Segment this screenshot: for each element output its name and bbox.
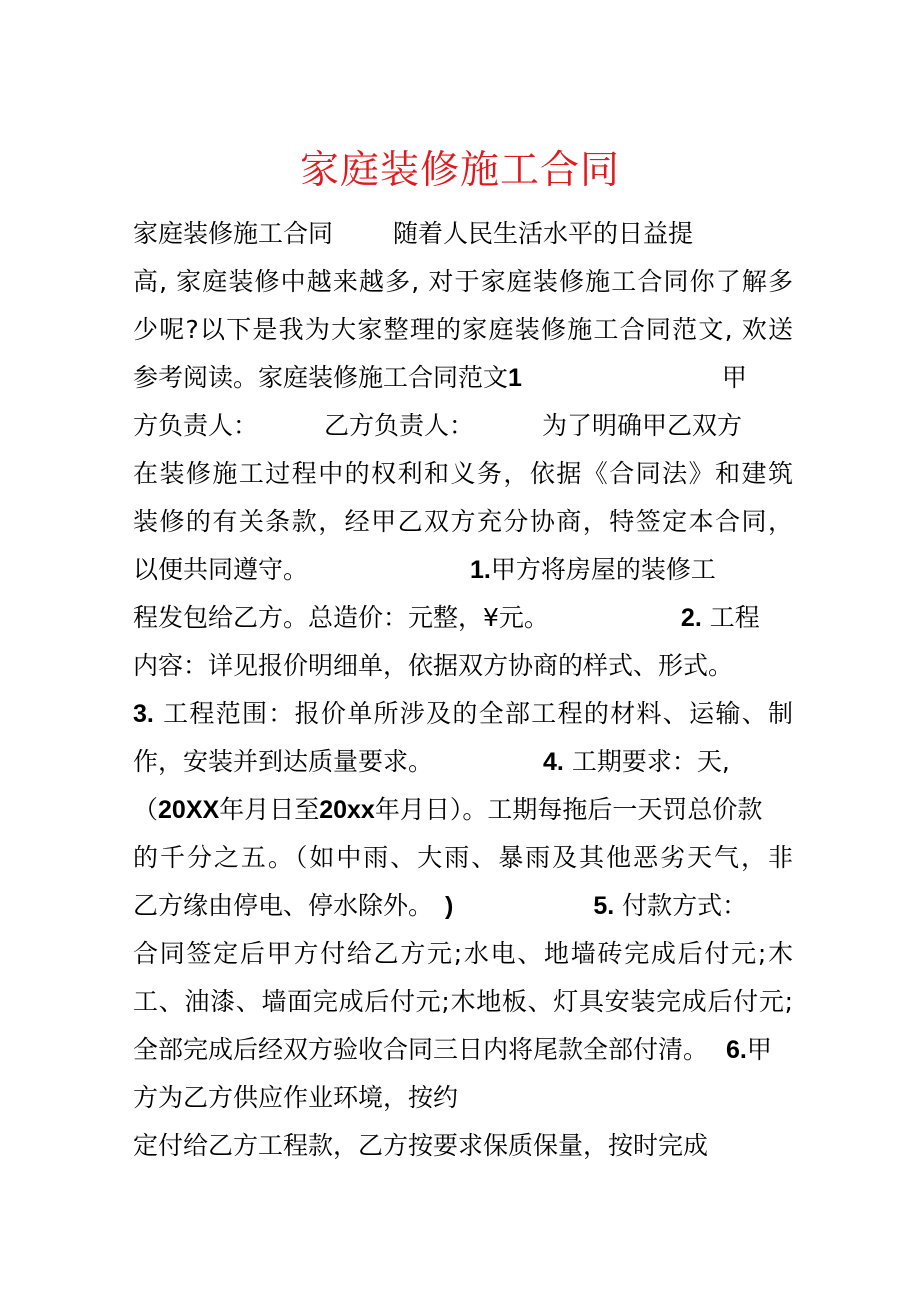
text-line: 装修的有关条款，经甲乙双方充分协商，特签定本合同， <box>133 507 793 536</box>
text-line: 工、油漆、墙面完成后付元;木地板、灯具安装完成后付元; <box>133 987 793 1016</box>
text-line <box>133 786 793 834</box>
text-line <box>133 546 793 594</box>
text-line <box>133 402 793 450</box>
text-run: 方负责人： <box>133 411 259 440</box>
text-run: 5. <box>593 892 615 920</box>
text-run: 随着人民生活水平的日益提 <box>393 219 694 248</box>
text-run: 6. <box>726 1036 747 1064</box>
text-run: 为了明确甲乙双方 <box>542 411 743 440</box>
text-run: 甲 <box>721 363 747 392</box>
text-line <box>133 594 793 642</box>
document-title: 家庭装修施工合同 <box>299 148 620 193</box>
text-line <box>133 210 793 258</box>
text-run: 1 <box>508 364 522 392</box>
text-run: 3. <box>133 700 154 728</box>
text-run: 乙方负责人： <box>324 411 475 440</box>
text-run: 年月日至 <box>219 795 320 824</box>
text-run: 家庭装修施工合同 <box>133 219 334 248</box>
text-line: 少呢?以下是我为大家整理的家庭装修施工合同范文, 欢送 <box>133 315 793 344</box>
text-run: 参考阅读。家庭装修施工合同范文 <box>133 363 509 392</box>
text-line <box>133 738 793 786</box>
text-line: 内容：详见报价明细单，依据双方协商的样式、形式。 <box>133 651 734 680</box>
text-run: 工程范围：报价单所涉及的全部工程的材料、运输、制 <box>153 699 793 728</box>
text-line <box>133 882 793 930</box>
text-run: ) <box>445 892 454 920</box>
text-run: 甲 <box>746 1035 772 1064</box>
text-run: 4. <box>543 748 564 776</box>
text-line: 方为乙方供应作业环境，按约 <box>133 1083 459 1112</box>
text-line: 高, 家庭装修中越来越多, 对于家庭装修施工合同你了解多 <box>133 267 793 296</box>
text-line <box>133 690 793 738</box>
text-run: 工程 <box>701 603 760 632</box>
text-run: 1. <box>470 556 491 584</box>
text-run: 全部完成后经双方验收合同三日内将尾款全部付清。 <box>133 1035 709 1064</box>
text-line: 的千分之五。（如中雨、大雨、暴雨及其他恶劣天气，非 <box>133 843 793 872</box>
text-line: 合同签定后甲方付给乙方元;水电、地墙砖完成后付元;木 <box>133 939 793 968</box>
text-run: 以便共同遵守。 <box>133 555 309 584</box>
text-run: 工期要求：天, <box>563 747 730 776</box>
text-run: 20XX <box>158 796 220 824</box>
text-run: 作，安装并到达质量要求。 <box>133 747 434 776</box>
text-run: 20xx <box>319 796 375 824</box>
text-run: （ <box>133 795 159 824</box>
text-run: 甲方将房屋的装修工 <box>490 555 716 584</box>
text-run: 2. <box>680 604 702 632</box>
text-run: 年月日）。工期每拖后一天罚总价款 <box>374 795 763 824</box>
document-body <box>133 210 793 1170</box>
text-run: 程发包给乙方。总造价：元整，¥元。 <box>133 603 549 632</box>
text-line: 在装修施工过程中的权利和义务，依据《合同法》和建筑 <box>133 459 793 488</box>
text-run: 付款方式： <box>614 891 748 920</box>
text-line <box>133 354 793 402</box>
text-line <box>133 1026 793 1074</box>
text-line: 定付给乙方工程款，乙方按要求保质保量，按时完成 <box>133 1131 709 1160</box>
text-run: 乙方缘由停电、停水除外。 <box>133 891 434 920</box>
